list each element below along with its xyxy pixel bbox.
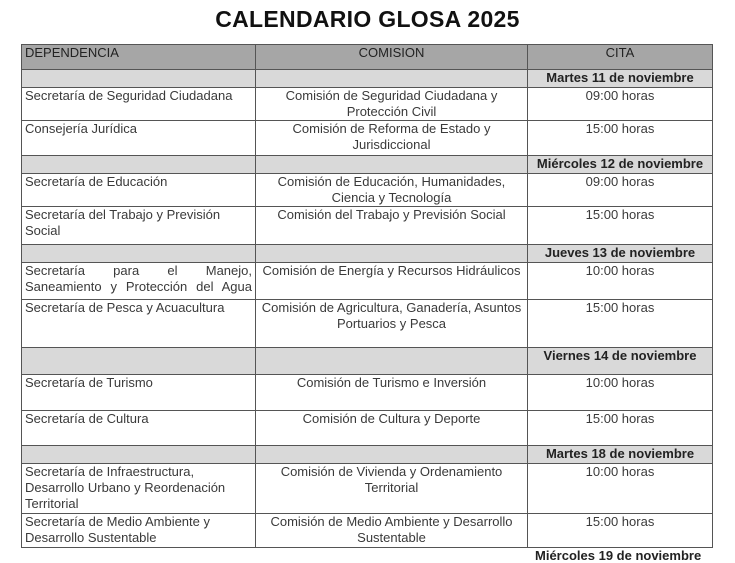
- table-row: [22, 121, 713, 156]
- date-label: Martes 18 de noviembre: [528, 446, 713, 464]
- table-header-row: [22, 45, 713, 70]
- cita-cell: 15:00 horas: [528, 207, 713, 245]
- date-row-empty: [256, 245, 528, 263]
- dependencia-cell: Secretaría de Pesca y Acuacultura: [22, 300, 256, 348]
- comision-cell: Comisión de Vivienda y Ordenamiento Territorial: [256, 464, 528, 514]
- cita-cell: 09:00 horas: [528, 88, 713, 121]
- dependencia-cell: Secretaría de Educación: [22, 174, 256, 207]
- table-row: [22, 207, 713, 245]
- date-label: Jueves 13 de noviembre: [528, 245, 713, 263]
- date-row: [22, 156, 713, 174]
- date-row-empty: [22, 446, 256, 464]
- table-row: [22, 375, 713, 411]
- dependencia-cell: Secretaría de Infraestructura, Desarrollo Urbano y Reordenación Territorial: [22, 464, 256, 514]
- date-row-empty: [22, 70, 256, 88]
- date-label: Miércoles 12 de noviembre: [528, 156, 713, 174]
- cita-cell: 10:00 horas: [528, 375, 713, 411]
- date-label: Martes 11 de noviembre: [528, 70, 713, 88]
- cita-cell: 10:00 horas: [528, 263, 713, 300]
- comision-cell: Comisión de Medio Ambiente y Desarrollo Sustentable: [256, 514, 528, 548]
- date-row-empty: [256, 156, 528, 174]
- header-dependencia: DEPENDENCIA: [22, 45, 256, 70]
- partial-next-date: Miércoles 19 de noviembre: [535, 548, 702, 563]
- schedule-table: [21, 44, 713, 548]
- cita-cell: 15:00 horas: [528, 514, 713, 548]
- cita-cell: 09:00 horas: [528, 174, 713, 207]
- date-row-empty: [256, 348, 528, 375]
- comision-cell: Comisión de Energía y Recursos Hidráulicos: [256, 263, 528, 300]
- comision-cell: Comisión de Turismo e Inversión: [256, 375, 528, 411]
- date-row-empty: [22, 348, 256, 375]
- dependencia-cell: Secretaría de Turismo: [22, 375, 256, 411]
- dependencia-cell: Secretaría de Medio Ambiente y Desarrollo Sustentable: [22, 514, 256, 548]
- dependencia-cell: Consejería Jurídica: [22, 121, 256, 156]
- comision-cell: Comisión de Agricultura, Ganadería, Asuntos Portuarios y Pesca: [256, 300, 528, 348]
- table-row: [22, 411, 713, 446]
- comision-cell: Comisión de Cultura y Deporte: [256, 411, 528, 446]
- document-title: CALENDARIO GLOSA 2025: [215, 6, 520, 32]
- date-row-empty: [22, 245, 256, 263]
- comision-cell: Comisión de Reforma de Estado y Jurisdiccional: [256, 121, 528, 156]
- table-row: [22, 300, 713, 348]
- header-cita: CITA: [528, 45, 713, 70]
- date-row-empty: [22, 156, 256, 174]
- date-label: Viernes 14 de noviembre: [528, 348, 713, 375]
- cita-cell: 15:00 horas: [528, 121, 713, 156]
- table-row: [22, 464, 713, 514]
- dependencia-cell: Secretaría de Cultura: [22, 411, 256, 446]
- date-row: [22, 446, 713, 464]
- date-row-empty: [256, 446, 528, 464]
- cita-cell: 15:00 horas: [528, 411, 713, 446]
- dependencia-cell: Secretaría de Seguridad Ciudadana: [22, 88, 256, 121]
- comision-cell: Comisión de Educación, Humanidades, Ciencia y Tecnología: [256, 174, 528, 207]
- dependencia-cell: Secretaría para el Manejo, Saneamiento y Protección del Agua: [22, 263, 256, 300]
- table-row: [22, 174, 713, 207]
- header-comision: COMISION: [256, 45, 528, 70]
- cita-cell: 15:00 horas: [528, 300, 713, 348]
- date-row: [22, 348, 713, 375]
- dependencia-cell: Secretaría del Trabajo y Previsión Social: [22, 207, 256, 245]
- table-row: [22, 88, 713, 121]
- table-row: [22, 263, 713, 300]
- date-row: [22, 245, 713, 263]
- date-row: [22, 70, 713, 88]
- comision-cell: Comisión del Trabajo y Previsión Social: [256, 207, 528, 245]
- date-row-empty: [256, 70, 528, 88]
- cita-cell: 10:00 horas: [528, 464, 713, 514]
- table-row: [22, 514, 713, 548]
- comision-cell: Comisión de Seguridad Ciudadana y Protección Civil: [256, 88, 528, 121]
